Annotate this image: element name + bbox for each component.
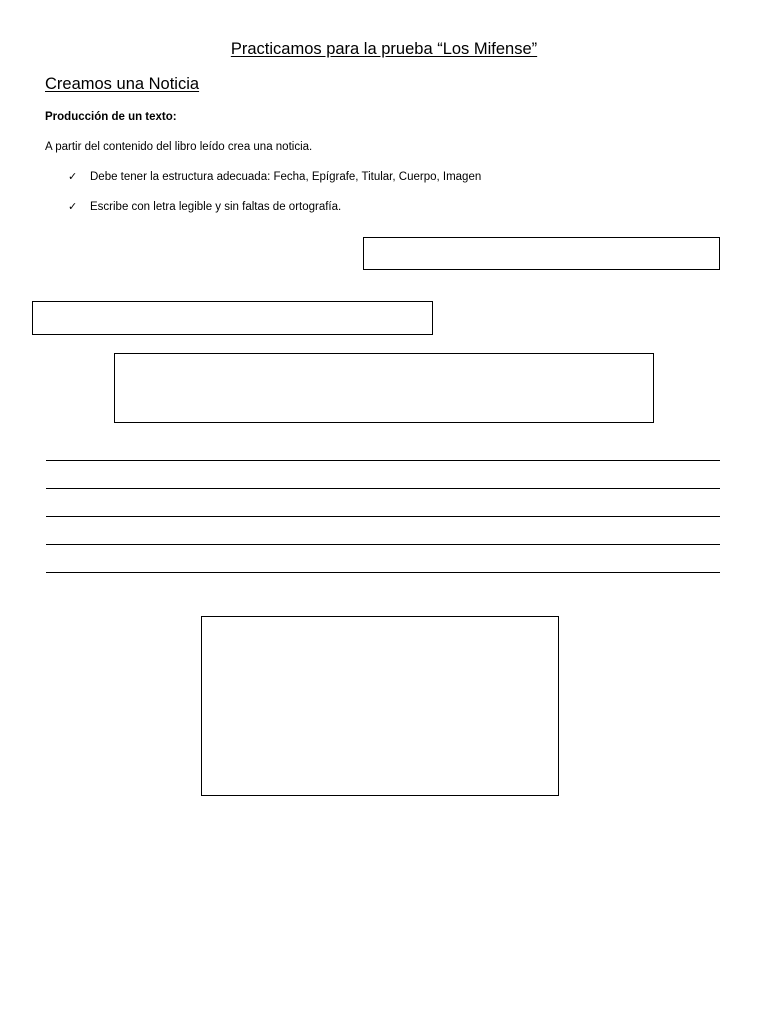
section-label: Producción de un texto: xyxy=(45,111,177,123)
checklist-item xyxy=(68,170,481,183)
check-mark-icon: ✓ xyxy=(68,170,78,183)
image-box[interactable] xyxy=(201,616,559,796)
body-writing-line[interactable] xyxy=(46,488,720,489)
body-writing-line[interactable] xyxy=(46,544,720,545)
epigraph-box[interactable] xyxy=(32,301,433,335)
body-writing-line[interactable] xyxy=(46,516,720,517)
instruction-text: A partir del contenido del libro leído crea una noticia. xyxy=(45,141,313,153)
section-title: Creamos una Noticia xyxy=(45,75,200,93)
checklist-item-text: Debe tener la estructura adecuada: Fecha, Epígrafe, Titular, Cuerpo, Imagen xyxy=(90,171,482,183)
date-box[interactable] xyxy=(363,237,720,270)
body-writing-line[interactable] xyxy=(46,460,720,461)
headline-box[interactable] xyxy=(114,353,654,423)
check-mark-icon: ✓ xyxy=(68,200,78,213)
page-title: Practicamos para la prueba “Los Mifense” xyxy=(230,40,538,58)
body-writing-line[interactable] xyxy=(46,572,720,573)
checklist-item xyxy=(68,200,341,213)
checklist-item-text: Escribe con letra legible y sin faltas de ortografía. xyxy=(90,201,342,213)
